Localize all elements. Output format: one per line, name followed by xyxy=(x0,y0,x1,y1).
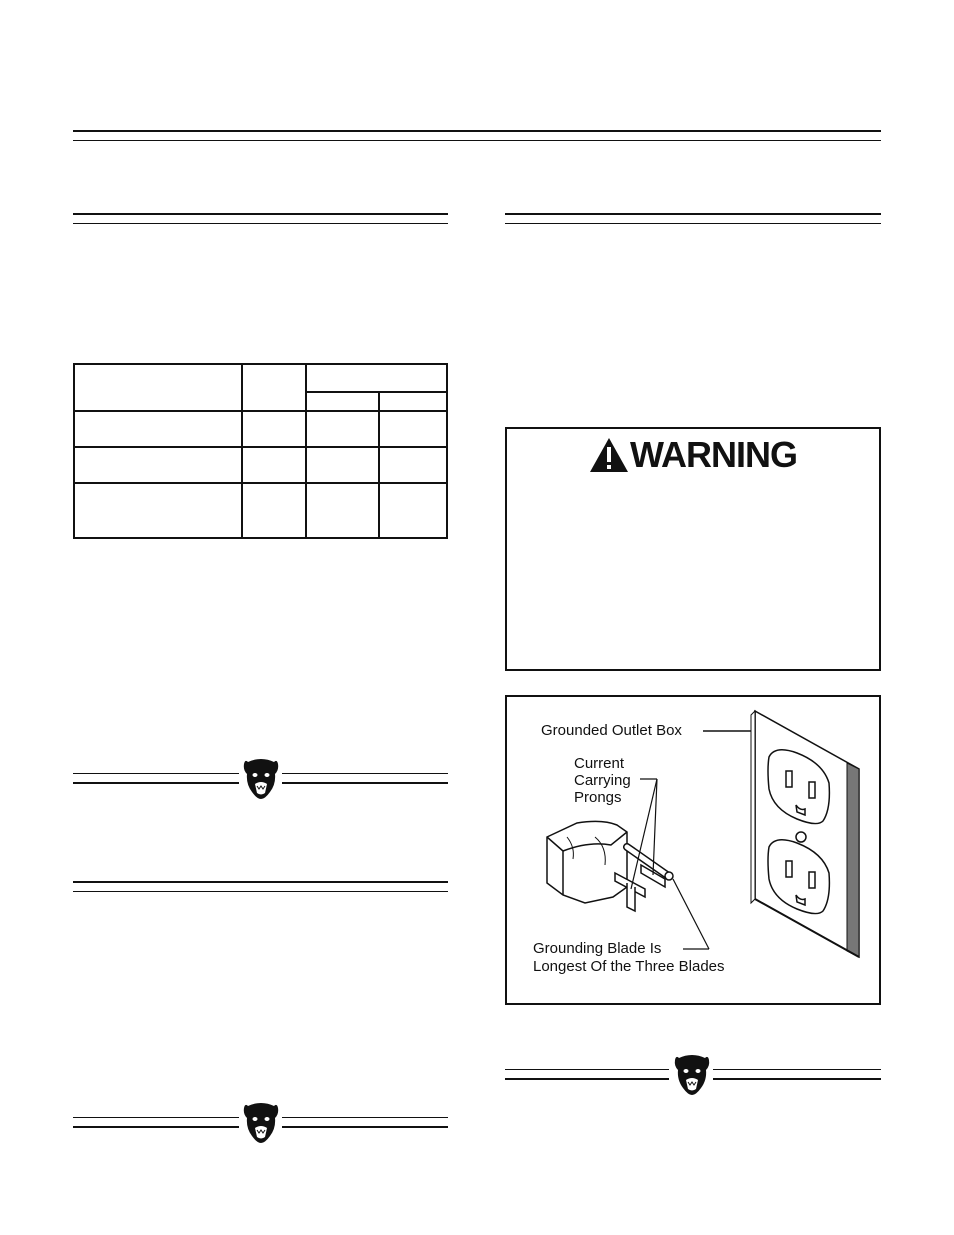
table-row-rule-2 xyxy=(75,482,446,484)
header-rule-top xyxy=(73,130,881,132)
section-rule-left-1-bottom xyxy=(73,223,448,224)
warning-title xyxy=(507,435,879,475)
bear-divider-3-line-b-left xyxy=(505,1078,669,1080)
section-rule-right-1-top xyxy=(505,213,881,215)
bear-divider-1-line-a-right xyxy=(282,773,448,774)
prongs-label-line3: Prongs xyxy=(574,789,622,806)
warning-triangle-icon xyxy=(589,437,629,473)
prongs-label-line2: Carrying xyxy=(574,772,631,789)
grounding-label-line2: Longest Of the Three Blades xyxy=(533,958,725,975)
warning-label: WARNING xyxy=(630,434,797,475)
bear-divider-1-line-b-right xyxy=(282,782,448,784)
grounding-label-line1: Grounding Blade Is xyxy=(533,940,662,957)
table-row-rule-1 xyxy=(75,446,446,448)
table-col-divider-1 xyxy=(241,365,243,537)
bear-divider-3-line-a-right xyxy=(713,1069,881,1070)
table-col-divider-3 xyxy=(378,391,380,537)
bear-divider-2-line-b-right xyxy=(282,1126,448,1128)
bear-logo-icon xyxy=(242,758,280,800)
bear-logo-icon xyxy=(673,1054,711,1096)
table-header-rule xyxy=(75,410,446,412)
section-rule-left-2-bottom xyxy=(73,891,448,892)
spec-table xyxy=(73,363,448,539)
bear-logo-icon xyxy=(242,1102,280,1144)
bear-divider-3-line-a-left xyxy=(505,1069,669,1070)
section-rule-right-1-bottom xyxy=(505,223,881,224)
bear-divider-2-line-a-right xyxy=(282,1117,448,1118)
warning-box xyxy=(505,427,881,671)
grounded-outlet-figure xyxy=(505,695,881,1005)
table-subheader-rule xyxy=(306,391,446,393)
bear-divider-3-line-b-right xyxy=(713,1078,881,1080)
header-rule-bottom xyxy=(73,140,881,141)
prongs-label-line1: Current xyxy=(574,755,625,772)
bear-divider-1-line-a-left xyxy=(73,773,239,774)
bear-divider-2-line-b-left xyxy=(73,1126,239,1128)
outlet-label: Grounded Outlet Box xyxy=(541,722,682,739)
bear-divider-2-line-a-left xyxy=(73,1117,239,1118)
bear-divider-1-line-b-left xyxy=(73,782,239,784)
section-rule-left-2-top xyxy=(73,881,448,883)
section-rule-left-1-top xyxy=(73,213,448,215)
